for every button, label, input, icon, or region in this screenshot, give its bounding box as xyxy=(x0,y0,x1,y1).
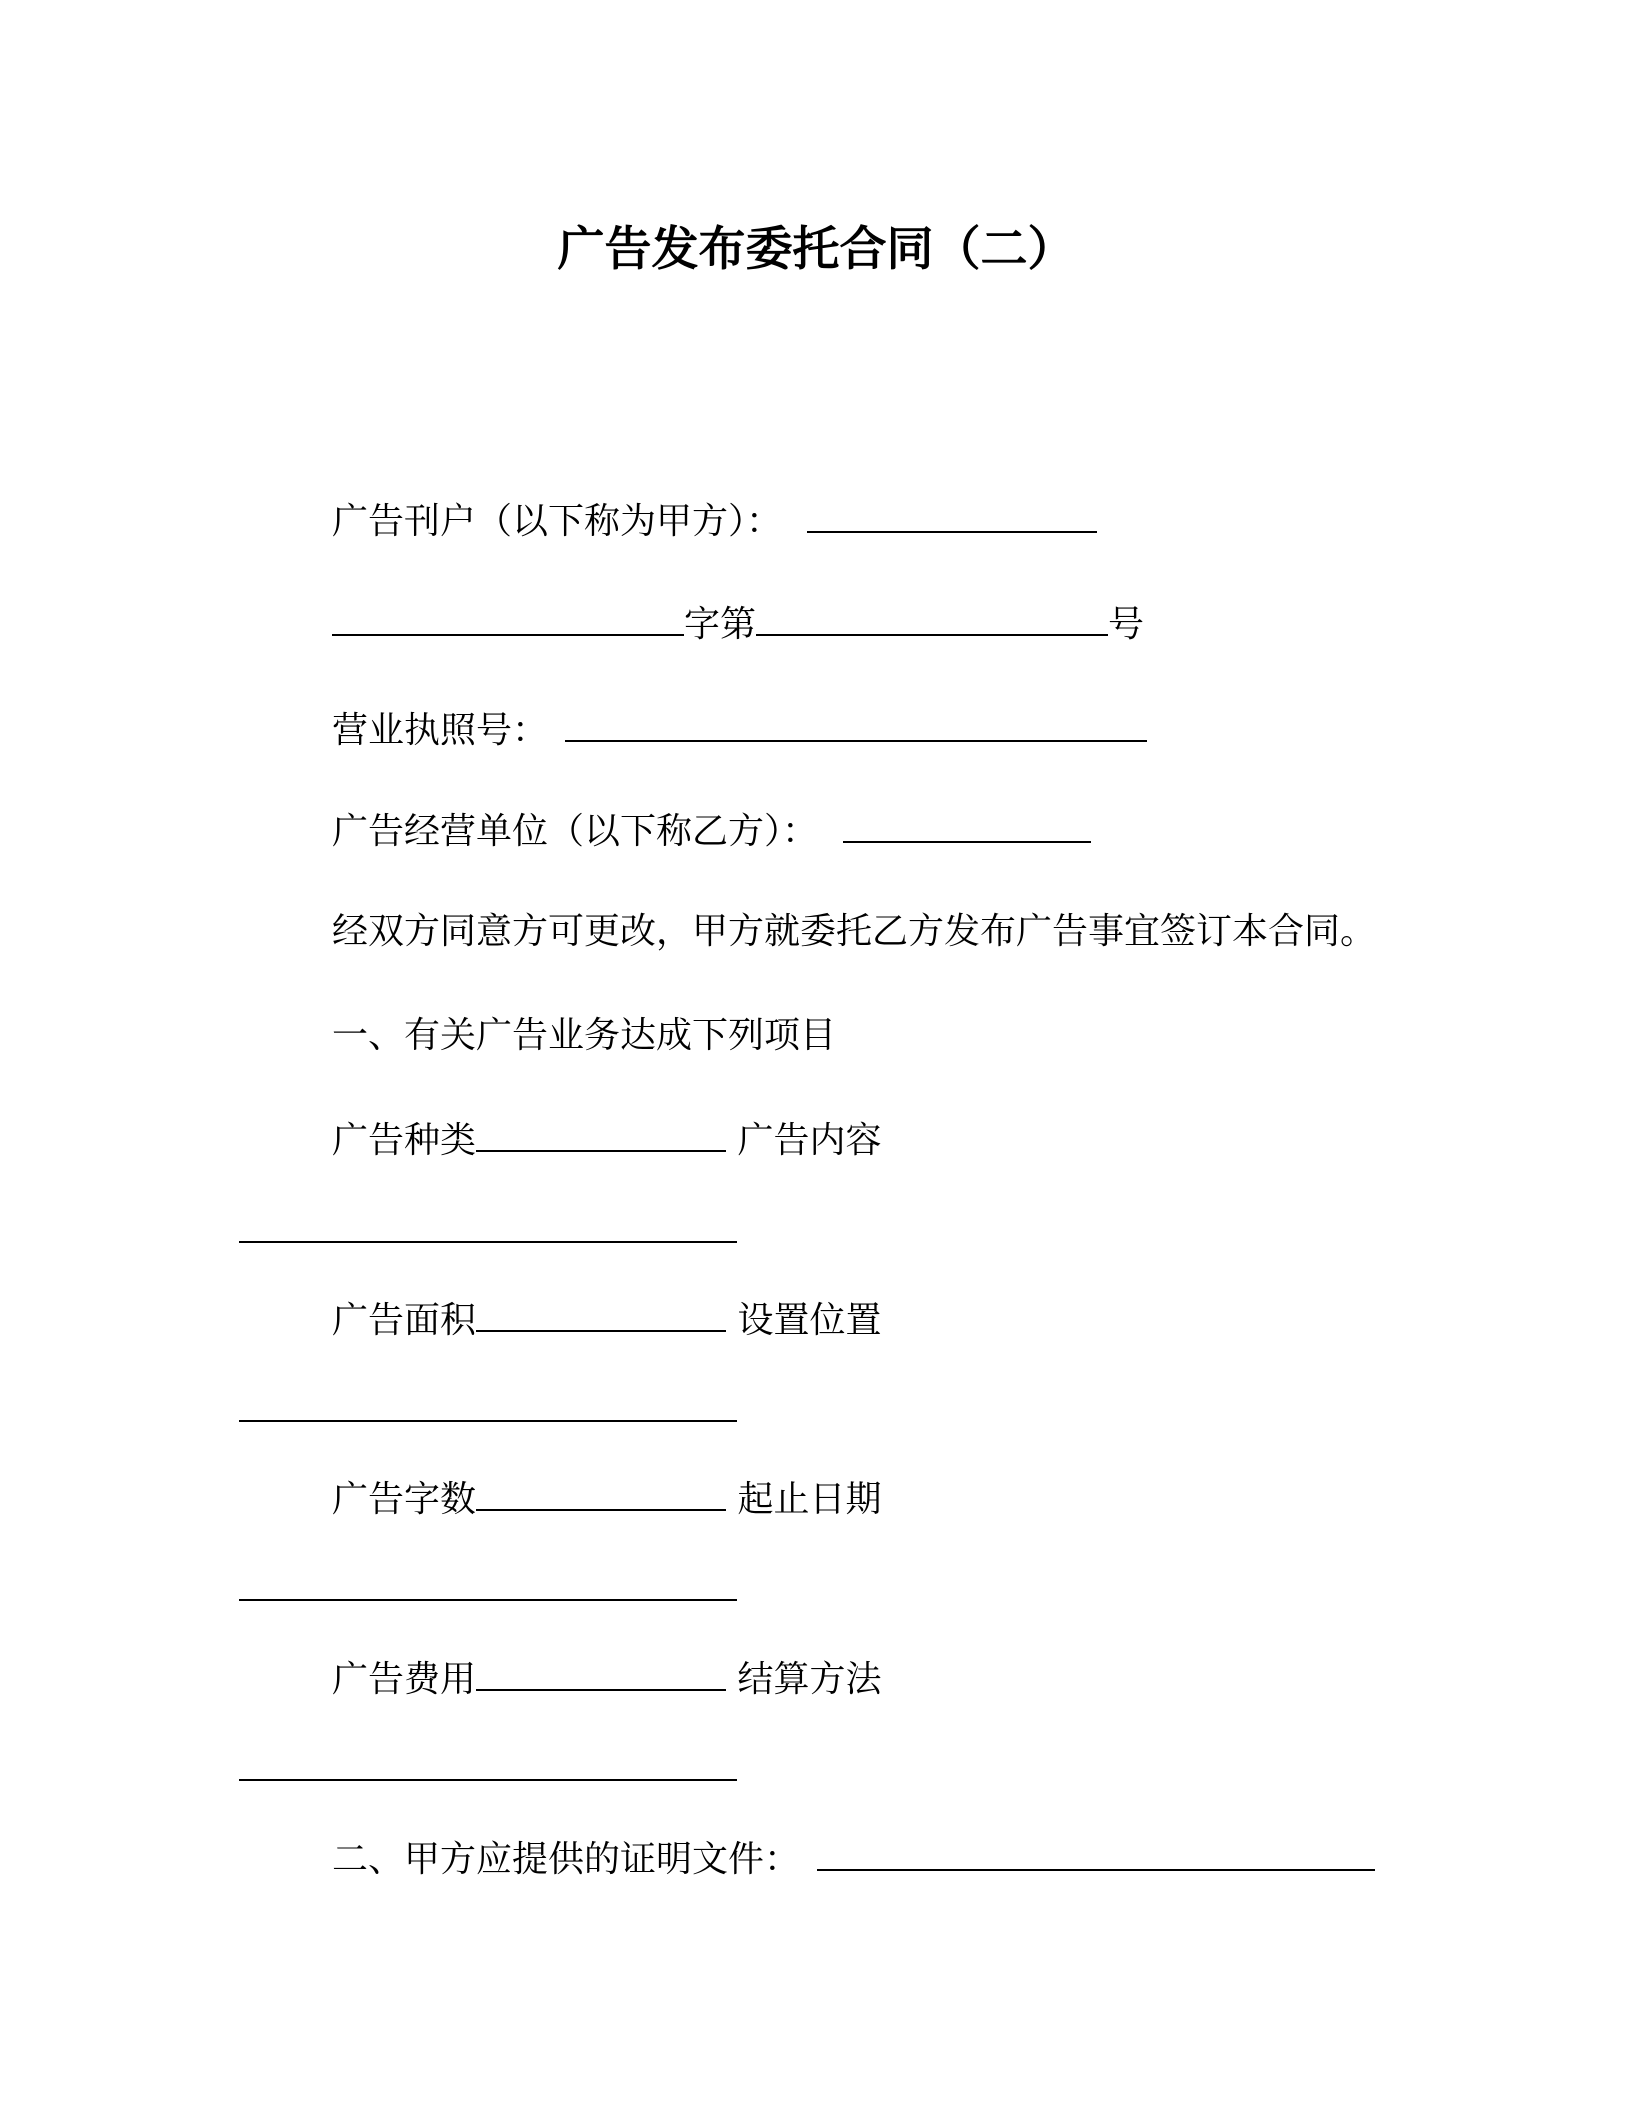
advertiser-line xyxy=(332,497,1097,544)
operator-blank xyxy=(843,807,1091,843)
ad-wordcount-line xyxy=(332,1475,881,1522)
ad-type-blank xyxy=(476,1116,726,1152)
ad-settlement-blank xyxy=(239,1745,737,1781)
operator-label: 广告经营单位（以下称乙方）： xyxy=(332,811,819,852)
ad-settlement-line xyxy=(239,1745,737,1792)
license-blank xyxy=(565,706,1147,742)
registration-zi-text: 字第 xyxy=(684,604,757,645)
section-1-heading: 一、有关广告业务达成下列项目 xyxy=(332,1015,837,1056)
license-label: 营业执照号： xyxy=(332,710,549,751)
ad-area-blank xyxy=(476,1296,726,1332)
ad-fee-line xyxy=(332,1655,881,1702)
ad-position-label: 设置位置 xyxy=(737,1300,882,1341)
ad-position-blank xyxy=(239,1386,737,1422)
ad-wordcount-blank xyxy=(476,1475,726,1511)
ad-position-line xyxy=(239,1386,737,1433)
ad-area-line xyxy=(332,1296,881,1343)
ad-content-line xyxy=(239,1207,737,1254)
section-2-heading: 二、甲方应提供的证明文件： xyxy=(332,1839,801,1880)
ad-dates-label: 起止日期 xyxy=(737,1479,882,1520)
ad-area-label: 广告面积 xyxy=(332,1300,477,1341)
ad-dates-line xyxy=(239,1565,737,1612)
ad-fee-label: 广告费用 xyxy=(332,1659,477,1700)
ad-dates-blank xyxy=(239,1565,737,1601)
section-2-line xyxy=(332,1835,1375,1882)
ad-type-line xyxy=(332,1116,881,1163)
operator-line xyxy=(332,807,1091,854)
section-2-blank xyxy=(817,1835,1375,1871)
registration-prefix-blank xyxy=(332,600,684,636)
ad-settlement-label: 结算方法 xyxy=(737,1659,882,1700)
ad-content-label: 广告内容 xyxy=(737,1120,882,1161)
ad-content-blank xyxy=(239,1207,737,1243)
advertiser-blank xyxy=(807,497,1097,533)
license-line xyxy=(332,706,1147,753)
ad-wordcount-label: 广告字数 xyxy=(332,1479,477,1520)
registration-line xyxy=(332,600,1144,647)
document-title: 广告发布委托合同（二） xyxy=(557,222,1075,277)
ad-fee-blank xyxy=(476,1655,726,1691)
advertiser-label: 广告刊户（以下称为甲方）： xyxy=(332,501,783,542)
ad-type-label: 广告种类 xyxy=(332,1120,477,1161)
registration-hao-text: 号 xyxy=(1108,604,1145,645)
registration-number-blank xyxy=(756,600,1108,636)
agreement-paragraph: 经双方同意方可更改，甲方就委托乙方发布广告事宜签订本合同。 xyxy=(332,911,1377,952)
